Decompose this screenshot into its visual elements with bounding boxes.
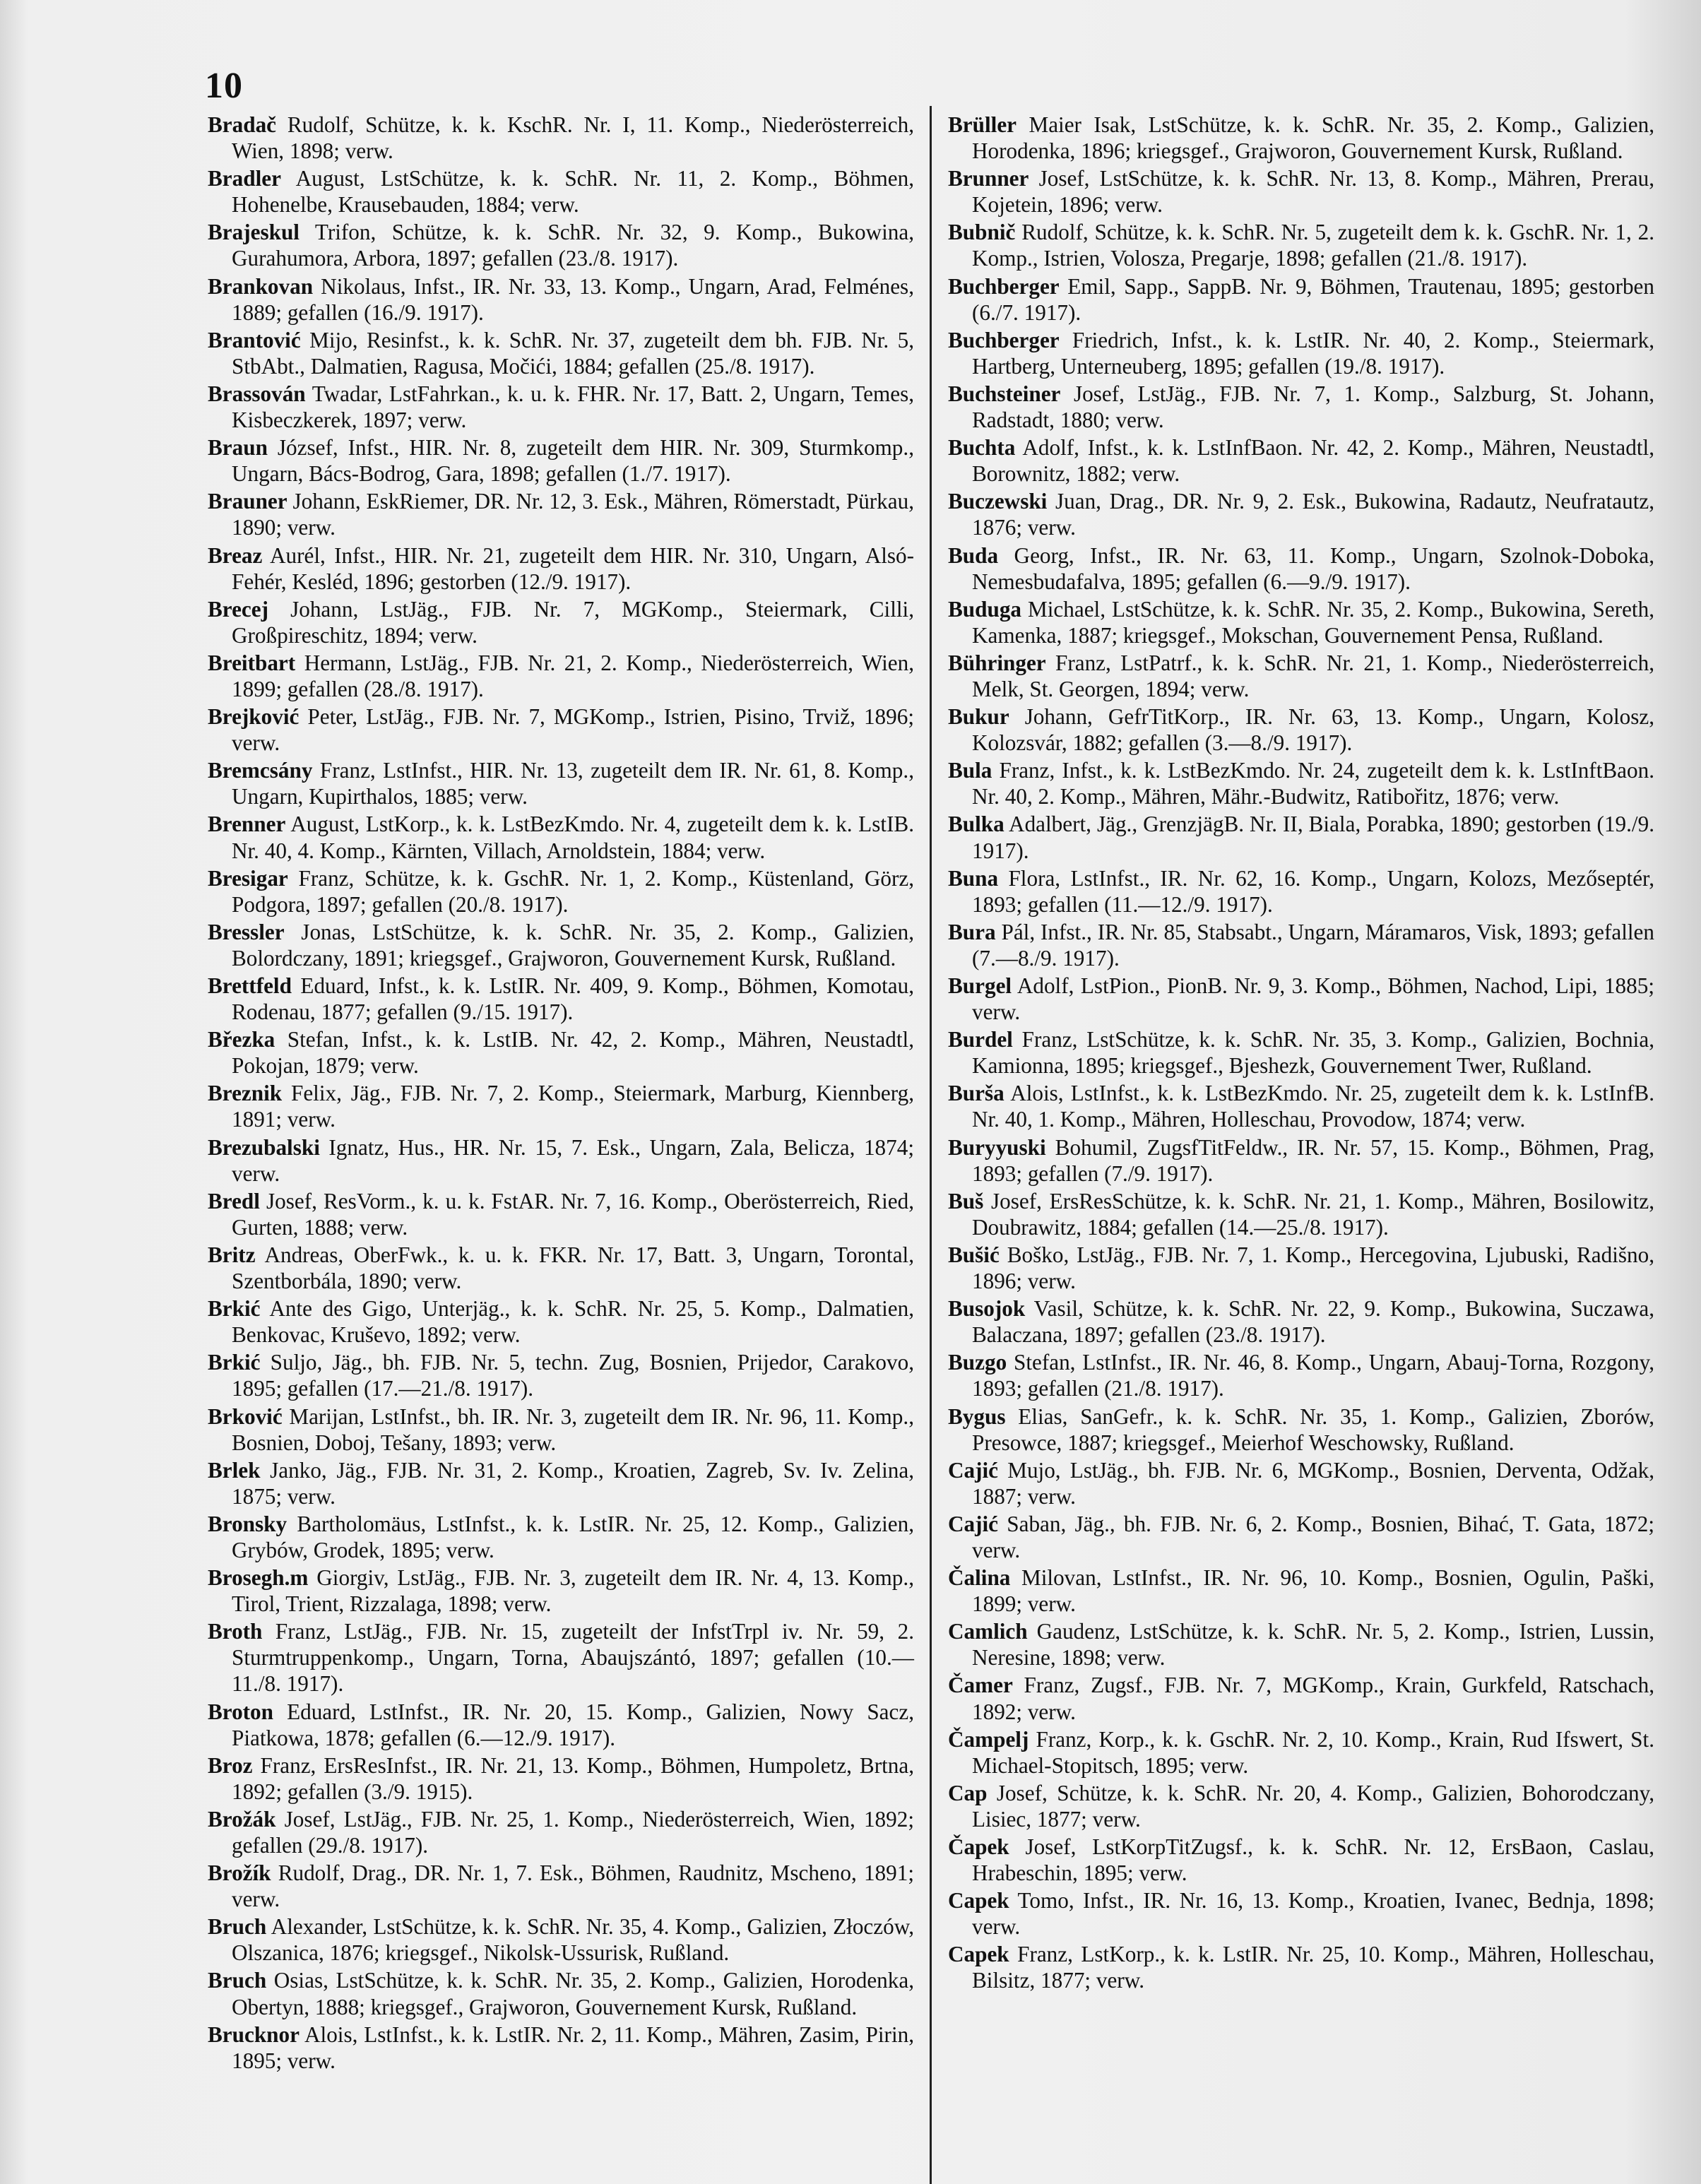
entry-surname: Braun — [208, 435, 268, 461]
entry-surname: Buryyuski — [948, 1134, 1046, 1160]
entry-details: Stefan, Infst., k. k. LstIB. Nr. 42, 2. Komp., Mähren, Neustadtl, Pokojan, 1879; verw. — [232, 1027, 914, 1079]
entry-details: Franz, Schütze, k. k. GschR. Nr. 1, 2. Komp., Küstenland, Görz, Podgora, 1897; gefallen (20./8. 1917). — [232, 865, 914, 917]
entry-details: Eduard, Infst., k. k. LstIR. Nr. 409, 9. Komp., Böhmen, Komotau, Rodenau, 1877; gefallen (9./15. 1917). — [232, 973, 914, 1025]
entry-surname: Buchberger — [948, 273, 1060, 299]
entry-details: Josef, LstJäg., FJB. Nr. 25, 1. Komp., Niederösterreich, Wien, 1892; gefallen (29./8. 1917). — [232, 1806, 914, 1858]
register-entry — [208, 1967, 914, 2019]
entry-surname: Buchberger — [948, 327, 1060, 352]
register-entry — [208, 1134, 914, 1187]
entry-surname: Breitbart — [208, 650, 296, 675]
page-number: 10 — [205, 66, 243, 106]
register-entry — [208, 973, 914, 1025]
register-entry — [948, 1780, 1654, 1832]
entry-surname: Busojok — [948, 1296, 1026, 1322]
entry-surname: Breznik — [208, 1081, 283, 1106]
entry-details: Franz, Zugsf., FJB. Nr. 7, MGKomp., Krain, Gurkfeld, Ratschach, 1892; verw. — [972, 1673, 1654, 1724]
entry-details: Gaudenz, LstSchütze, k. k. SchR. Nr. 5, 2. Komp., Istrien, Lussin, Neresine, 1898; verw. — [972, 1619, 1654, 1670]
entry-surname: Burdel — [948, 1027, 1013, 1052]
register-entry — [948, 1026, 1654, 1079]
register-entry — [948, 488, 1654, 540]
entry-surname: Čamer — [948, 1673, 1013, 1698]
register-entry — [208, 865, 914, 918]
entry-details: Josef, LstSchütze, k. k. SchR. Nr. 13, 8. Komp., Mähren, Prerau, Kojetein, 1896; verw. — [972, 166, 1654, 218]
register-entry — [948, 865, 1654, 918]
entry-details: Boško, LstJäg., FJB. Nr. 7, 1. Komp., Hercegovina, Ljubuski, Radišno, 1896; verw. — [972, 1242, 1654, 1294]
register-entry — [948, 542, 1654, 595]
entry-details: Ante des Gigo, Unterjäg., k. k. SchR. Nr. 25, 5. Komp., Dalmatien, Benkovac, Kruševo, 1892; verw. — [232, 1296, 914, 1348]
entry-surname: Brkić — [208, 1350, 261, 1375]
entry-surname: Čalina — [948, 1565, 1011, 1591]
entry-details: Jonas, LstSchütze, k. k. SchR. Nr. 35, 2. Komp., Galizien, Bolordczany, 1891; kriegsgef., Grajworon, Gouvernement Kursk, Rußland. — [232, 919, 914, 971]
entry-surname: Brüller — [948, 112, 1017, 137]
entry-details: Marijan, LstInfst., bh. IR. Nr. 3, zugeteilt dem IR. Nr. 96, 11. Komp., Bosnien, Doboj, Tešany, 1893; verw. — [232, 1403, 914, 1455]
register-entry — [948, 1242, 1654, 1294]
entry-surname: Britz — [208, 1242, 256, 1267]
entry-surname: Čampelj — [948, 1726, 1029, 1752]
entry-surname: Buda — [948, 542, 999, 568]
entry-details: Eduard, LstInfst., IR. Nr. 20, 15. Komp., Galizien, Nowy Sacz, Piatkowa, 1878; gefallen (6.—12./9. 1917). — [232, 1699, 914, 1750]
register-entry — [208, 327, 914, 379]
entry-surname: Bubnič — [948, 220, 1016, 245]
entry-details: Giorgiv, LstJäg., FJB. Nr. 3, zugeteilt dem IR. Nr. 4, 13. Komp., Tirol, Trient, Rizzalaga, 1898; verw. — [232, 1565, 914, 1617]
entry-details: Rudolf, Drag., DR. Nr. 1, 7. Esk., Böhmen, Raudnitz, Mscheno, 1891; verw. — [232, 1860, 914, 1912]
register-entry — [948, 1941, 1654, 1993]
entry-surname: Bradač — [208, 112, 277, 137]
entry-surname: Broth — [208, 1619, 263, 1644]
entry-details: Elias, SanGefr., k. k. SchR. Nr. 35, 1. Komp., Galizien, Zborów, Presowce, 1887; kriegsgef., Meierhof Weschowsky, Rußland. — [972, 1403, 1654, 1455]
register-entry — [208, 1188, 914, 1240]
entry-surname: Brejković — [208, 704, 300, 730]
entry-details: Osias, LstSchütze, k. k. SchR. Nr. 35, 2. Komp., Galizien, Horodenka, Obertyn, 1888; kriegsgef., Grajworon, Gouvernement Kursk, Rußland. — [232, 1968, 914, 2019]
entry-details: Janko, Jäg., FJB. Nr. 31, 2. Komp., Kroatien, Zagreb, Sv. Iv. Zelina, 1875; verw. — [232, 1457, 914, 1509]
register-entry — [208, 1699, 914, 1751]
entry-details: Franz, LstInfst., HIR. Nr. 13, zugeteilt dem IR. Nr. 61, 8. Komp., Ungarn, Kupirthalos, 1885; verw. — [232, 758, 914, 809]
entry-details: Emil, Sapp., SappB. Nr. 9, Böhmen, Trautenau, 1895; gestorben (6./7. 1917). — [972, 273, 1654, 325]
entry-details: Michael, LstSchütze, k. k. SchR. Nr. 35, 2. Komp., Bukowina, Sereth, Kamenka, 1887; kriegsgef., Mokschan, Gouvernement Pensa, Rußland. — [972, 596, 1654, 648]
entry-details: Milovan, LstInfst., IR. Nr. 96, 10. Komp., Bosnien, Ogulin, Paški, 1899; verw. — [972, 1565, 1654, 1617]
entry-details: Nikolaus, Infst., IR. Nr. 33, 13. Komp., Ungarn, Arad, Felménes, 1889; gefallen (16./9. 1917). — [232, 273, 914, 325]
entry-surname: Buchta — [948, 435, 1016, 461]
entry-surname: Brkić — [208, 1296, 261, 1322]
entry-details: August, LstSchütze, k. k. SchR. Nr. 11, 2. Komp., Böhmen, Hohenelbe, Krausebauden, 1884; verw. — [232, 166, 914, 218]
entry-surname: Bulka — [948, 812, 1004, 837]
entry-details: Josef, ErsResSchütze, k. k. SchR. Nr. 21, 1. Komp., Mähren, Bosilowitz, Doubrawitz, 1884; gefallen (14.—25./8. 1917). — [972, 1188, 1654, 1240]
entry-details: Josef, ResVorm., k. u. k. FstAR. Nr. 7, 16. Komp., Oberösterreich, Ried, Gurten, 1888; verw. — [232, 1188, 914, 1240]
entry-details: Franz, LstJäg., FJB. Nr. 15, zugeteilt der InfstTrpl iv. Nr. 59, 2. Sturmtruppenkomp., Ungarn, Torna, Abaujszántó, 1897; gefallen (10.—11./8. 1917). — [232, 1619, 914, 1697]
entry-surname: Burša — [948, 1081, 1004, 1106]
entry-details: Franz, Korp., k. k. GschR. Nr. 2, 10. Komp., Krain, Rud Ifswert, St. Michael-Stopitsch, 1895; verw. — [972, 1726, 1654, 1778]
register-entry — [948, 1834, 1654, 1886]
register-entry — [948, 973, 1654, 1025]
entry-details: Alexander, LstSchütze, k. k. SchR. Nr. 35, 4. Komp., Galizien, Złoczów, Olszanica, 1876; kriegsgef., Nikolsk-Ussurisk, Rußland. — [232, 1914, 914, 1966]
register-entry — [948, 112, 1654, 164]
register-entry — [948, 1188, 1654, 1240]
entry-details: Ignatz, Hus., HR. Nr. 15, 7. Esk., Ungarn, Zala, Belicza, 1874; verw. — [232, 1134, 914, 1186]
entry-details: Bohumil, ZugsfTitFeldw., IR. Nr. 57, 15. Komp., Böhmen, Prag, 1893; gefallen (7./9. 1917). — [972, 1134, 1654, 1186]
register-entry — [208, 1026, 914, 1079]
register-entry — [948, 273, 1654, 326]
entry-surname: Bura — [948, 919, 996, 944]
entry-surname: Cajić — [948, 1511, 999, 1536]
entry-details: Maier Isak, LstSchütze, k. k. SchR. Nr. 35, 2. Komp., Galizien, Horodenka, 1896; kriegsgef., Grajworon, Gouvernement Kursk, Rußland. — [972, 112, 1654, 164]
entry-surname: Brosegh.m — [208, 1565, 309, 1591]
entry-surname: Burgel — [948, 973, 1012, 998]
entry-details: Franz, LstPatrf., k. k. SchR. Nr. 21, 1. Komp., Niederösterreich, Melk, St. Georgen, 1894; verw. — [972, 650, 1654, 701]
entry-surname: Bronsky — [208, 1511, 288, 1536]
entry-surname: Brantović — [208, 327, 301, 352]
entry-details: Johann, EskRiemer, DR. Nr. 12, 3. Esk., Mähren, Römerstadt, Pürkau, 1890; verw. — [232, 489, 914, 540]
entry-details: Georg, Infst., IR. Nr. 63, 11. Komp., Ungarn, Szolnok-Doboka, Nemesbudafalva, 1895; gefallen (6.—9./9. 1917). — [972, 542, 1654, 594]
register-entry — [948, 1511, 1654, 1563]
register-entry — [208, 1080, 914, 1132]
entry-surname: Březka — [208, 1027, 275, 1052]
entry-surname: Capek — [948, 1888, 1009, 1913]
register-entry — [948, 327, 1654, 379]
register-entry — [948, 1295, 1654, 1348]
entry-details: Franz, LstKorp., k. k. LstIR. Nr. 25, 10. Komp., Mähren, Holleschau, Bilsitz, 1877; verw. — [972, 1942, 1654, 1993]
entry-details: Aurél, Infst., HIR. Nr. 21, zugeteilt dem HIR. Nr. 310, Ungarn, Alsó-Fehér, Kesléd, 1896; gestorben (12./9. 1917). — [232, 542, 914, 594]
register-entry — [948, 757, 1654, 809]
entry-surname: Brecej — [208, 596, 268, 622]
entry-details: Adalbert, Jäg., GrenzjägB. Nr. II, Biala, Porabka, 1890; gestorben (19./9. 1917). — [972, 812, 1654, 863]
entry-surname: Čapek — [948, 1834, 1009, 1859]
register-entry — [948, 650, 1654, 702]
entry-surname: Bukur — [948, 704, 1009, 730]
entry-surname: Bruch — [208, 1968, 267, 1993]
entry-details: Rudolf, Schütze, k. k. KschR. Nr. I, 11. Komp., Niederösterreich, Wien, 1898; verw. — [232, 112, 914, 164]
entry-surname: Bušić — [948, 1242, 1000, 1267]
entry-details: Franz, Infst., k. k. LstBezKmdo. Nr. 24, zugeteilt dem k. k. LstInftBaon. Nr. 40, 2. Komp., Mähren, Mähr.-Budwitz, Ratibořitz, 1876; verw. — [972, 758, 1654, 809]
register-entry — [948, 434, 1654, 487]
register-entry — [948, 1565, 1654, 1617]
register-entry — [208, 1511, 914, 1563]
entry-details: Juan, Drag., DR. Nr. 9, 2. Esk., Bukowina, Radautz, Neufratautz, 1876; verw. — [972, 489, 1654, 540]
entry-details: Andreas, OberFwk., k. u. k. FKR. Nr. 17, Batt. 3, Ungarn, Torontal, Szentborbála, 1890; verw. — [232, 1242, 914, 1294]
entry-details: Josef, LstKorpTitZugsf., k. k. SchR. Nr. 12, ErsBaon, Caslau, Hrabeschin, 1895; verw. — [972, 1834, 1654, 1886]
entry-details: Peter, LstJäg., FJB. Nr. 7, MGKomp., Istrien, Pisino, Trviž, 1896; verw. — [232, 704, 914, 756]
register-entry — [208, 1806, 914, 1858]
register-entry — [948, 165, 1654, 218]
entry-surname: Brožák — [208, 1806, 276, 1832]
entry-surname: Brlek — [208, 1457, 261, 1483]
entry-surname: Bygus — [948, 1403, 1006, 1429]
register-entry — [208, 112, 914, 164]
column-divider — [930, 106, 932, 2184]
entry-details: Tomo, Infst., IR. Nr. 16, 13. Komp., Kroatien, Ivanec, Bednja, 1898; verw. — [972, 1888, 1654, 1940]
entry-surname: Bula — [948, 758, 992, 783]
entry-surname: Breaz — [208, 542, 263, 568]
register-entry — [948, 1080, 1654, 1132]
entry-details: Adolf, LstPion., PionB. Nr. 9, 3. Komp., Böhmen, Nachod, Lipi, 1885; verw. — [972, 973, 1654, 1025]
entry-surname: Cajić — [948, 1457, 999, 1483]
register-entry — [208, 1295, 914, 1348]
entry-surname: Bresigar — [208, 865, 288, 891]
entry-details: Flora, LstInfst., IR. Nr. 62, 16. Komp., Ungarn, Kolozs, Mezőseptér, 1893; gefallen (11.—12./9. 1917). — [972, 865, 1654, 917]
entry-details: Adolf, Infst., k. k. LstInfBaon. Nr. 42, 2. Komp., Mähren, Neustadtl, Borownitz, 1882; verw. — [972, 435, 1654, 487]
entry-surname: Brožík — [208, 1860, 271, 1886]
entry-details: Friedrich, Infst., k. k. LstIR. Nr. 40, 2. Komp., Steiermark, Hartberg, Unterneuberg, 1895; gefallen (19./8. 1917). — [972, 327, 1654, 379]
register-entry — [208, 757, 914, 809]
entry-surname: Broz — [208, 1752, 253, 1778]
register-entry — [948, 219, 1654, 271]
entry-surname: Bressler — [208, 919, 285, 944]
register-entry — [948, 919, 1654, 971]
entry-details: Josef, Schütze, k. k. SchR. Nr. 20, 4. Komp., Galizien, Bohorodczany, Lisiec, 1877; verw. — [972, 1780, 1654, 1832]
entry-details: Alois, LstInfst., k. k. LstBezKmdo. Nr. 25, zugeteilt dem k. k. LstInfB. Nr. 40, 1. Komp., Mähren, Holleschau, Provodow, 1874; verw. — [972, 1081, 1654, 1132]
entry-surname: Broton — [208, 1699, 273, 1724]
entry-surname: Brajeskul — [208, 220, 300, 245]
entry-surname: Buczewski — [948, 489, 1048, 514]
entry-details: Franz, LstSchütze, k. k. SchR. Nr. 35, 3. Komp., Galizien, Bochnia, Kamionna, 1895; kriegsgef., Bjeshezk, Gouvernement Twer, Rußland. — [972, 1027, 1654, 1079]
register-entry — [208, 704, 914, 756]
entry-surname: Bradler — [208, 166, 281, 191]
entry-surname: Buduga — [948, 596, 1022, 622]
entry-details: Rudolf, Schütze, k. k. SchR. Nr. 5, zugeteilt dem k. k. GschR. Nr. 1, 2. Komp., Istrien, Volosza, Pregarje, 1898; gefallen (21./8. 1917). — [972, 220, 1654, 271]
register-entry — [208, 381, 914, 433]
register-entry — [948, 1349, 1654, 1401]
left-column — [208, 112, 914, 2075]
entry-surname: Buzgo — [948, 1350, 1007, 1375]
entry-surname: Brettfeld — [208, 973, 292, 998]
entry-details: Hermann, LstJäg., FJB. Nr. 21, 2. Komp., Niederösterreich, Wien, 1899; gefallen (28./8. 1917). — [232, 650, 914, 701]
register-entry — [208, 434, 914, 487]
register-entry — [948, 704, 1654, 756]
register-entry — [208, 1618, 914, 1697]
entry-surname: Bruch — [208, 1914, 267, 1940]
register-entry — [208, 1242, 914, 1294]
entry-details: Suljo, Jäg., bh. FJB. Nr. 5, techn. Zug, Bosnien, Prijedor, Carakovo, 1895; gefallen (17.—21./8. 1917). — [232, 1350, 914, 1401]
entry-details: Pál, Infst., IR. Nr. 85, Stabsabt., Ungarn, Máramaros, Visk, 1893; gefallen (7.—8./9. 1917). — [972, 919, 1654, 971]
register-entry — [948, 596, 1654, 648]
register-entry — [208, 1913, 914, 1966]
entry-details: Stefan, LstInfst., IR. Nr. 46, 8. Komp., Ungarn, Abauj-Torna, Rozgony, 1893; gefallen (21./8. 1917). — [972, 1350, 1654, 1401]
register-entry — [948, 811, 1654, 863]
entry-details: Franz, ErsResInfst., IR. Nr. 21, 13. Komp., Böhmen, Humpoletz, Brtna, 1892; gefallen (3./9. 1915). — [232, 1752, 914, 1804]
register-entry — [208, 1565, 914, 1617]
entry-surname: Brezubalski — [208, 1134, 320, 1160]
entry-surname: Brenner — [208, 812, 286, 837]
entry-details: August, LstKorp., k. k. LstBezKmdo. Nr. 4, zugeteilt dem k. k. LstIB. Nr. 40, 4. Komp., Kärnten, Villach, Arnoldstein, 1884; verw. — [232, 812, 914, 863]
register-entry — [208, 811, 914, 863]
entry-details: József, Infst., HIR. Nr. 8, zugeteilt dem HIR. Nr. 309, Sturmkomp., Ungarn, Bács-Bodrog, Gara, 1898; gefallen (1./7. 1917). — [232, 435, 914, 487]
entry-details: Mijo, Resinfst., k. k. SchR. Nr. 37, zugeteilt dem bh. FJB. Nr. 5, StbAbt., Dalmatien, Ragusa, Močići, 1884; gefallen (25./8. 1917). — [232, 327, 914, 379]
register-entry — [948, 1403, 1654, 1456]
register-entry — [208, 1752, 914, 1805]
entry-details: Mujo, LstJäg., bh. FJB. Nr. 6, MGKomp., Bosnien, Derventa, Odžak, 1887; verw. — [972, 1457, 1654, 1509]
register-entry — [208, 1457, 914, 1509]
register-entry — [948, 1134, 1654, 1187]
register-entry — [208, 273, 914, 326]
register-entry — [948, 1457, 1654, 1509]
entry-surname: Bredl — [208, 1188, 260, 1213]
entry-surname: Camlich — [948, 1619, 1028, 1644]
entry-details: Alois, LstInfst., k. k. LstIR. Nr. 2, 11. Komp., Mähren, Zasim, Pirin, 1895; verw. — [232, 2022, 914, 2073]
register-entry — [208, 165, 914, 218]
register-entry — [208, 650, 914, 702]
entry-details: Johann, LstJäg., FJB. Nr. 7, MGKomp., Steiermark, Cilli, Großpireschitz, 1894; verw. — [232, 596, 914, 648]
register-entry — [208, 596, 914, 648]
entry-surname: Cap — [948, 1780, 988, 1805]
entry-details: Vasil, Schütze, k. k. SchR. Nr. 22, 9. Komp., Bukowina, Suczawa, Balaczana, 1897; gefallen (23./8. 1917). — [972, 1296, 1654, 1348]
entry-surname: Brauner — [208, 489, 288, 514]
register-entry — [948, 1726, 1654, 1779]
entry-surname: Brunner — [948, 166, 1029, 191]
register-entry — [208, 488, 914, 540]
register-entry — [208, 219, 914, 271]
entry-details: Johann, GefrTitKorp., IR. Nr. 63, 13. Komp., Ungarn, Kolosz, Kolozsvár, 1882; gefallen (3.—8./9. 1917). — [972, 704, 1654, 756]
entry-surname: Buchsteiner — [948, 381, 1061, 406]
entry-details: Josef, LstJäg., FJB. Nr. 7, 1. Komp., Salzburg, St. Johann, Radstadt, 1880; verw. — [972, 381, 1654, 433]
entry-surname: Capek — [948, 1942, 1009, 1967]
entry-surname: Brković — [208, 1403, 283, 1429]
register-entry — [208, 542, 914, 595]
entry-surname: Bremcsány — [208, 758, 313, 783]
entry-surname: Buna — [948, 865, 999, 891]
register-entry — [948, 1887, 1654, 1940]
register-entry — [948, 1672, 1654, 1724]
entry-details: Bartholomäus, LstInfst., k. k. LstIR. Nr. 25, 12. Komp., Galizien, Grybów, Grodek, 1895; verw. — [232, 1511, 914, 1562]
entry-surname: Buš — [948, 1188, 984, 1213]
register-entry — [948, 1618, 1654, 1670]
entry-details: Felix, Jäg., FJB. Nr. 7, 2. Komp., Steiermark, Marburg, Kiennberg, 1891; verw. — [232, 1081, 914, 1132]
register-entry — [208, 919, 914, 971]
register-entry — [948, 381, 1654, 433]
right-column — [948, 112, 1654, 1995]
entry-details: Trifon, Schütze, k. k. SchR. Nr. 32, 9. Komp., Bukowina, Gurahumora, Arbora, 1897; gefallen (23./8. 1917). — [232, 220, 914, 271]
register-entry — [208, 2022, 914, 2074]
entry-surname: Brassován — [208, 381, 306, 406]
register-entry — [208, 1349, 914, 1401]
entry-surname: Brankovan — [208, 273, 314, 299]
register-entry — [208, 1860, 914, 1912]
entry-details: Saban, Jäg., bh. FJB. Nr. 6, 2. Komp., Bosnien, Bihać, T. Gata, 1872; verw. — [972, 1511, 1654, 1562]
register-entry — [208, 1403, 914, 1456]
entry-details: Twadar, LstFahrkan., k. u. k. FHR. Nr. 17, Batt. 2, Ungarn, Temes, Kisbeczkerek, 1897; verw. — [232, 381, 914, 433]
entry-surname: Brucknor — [208, 2022, 300, 2047]
entry-surname: Bühringer — [948, 650, 1046, 675]
